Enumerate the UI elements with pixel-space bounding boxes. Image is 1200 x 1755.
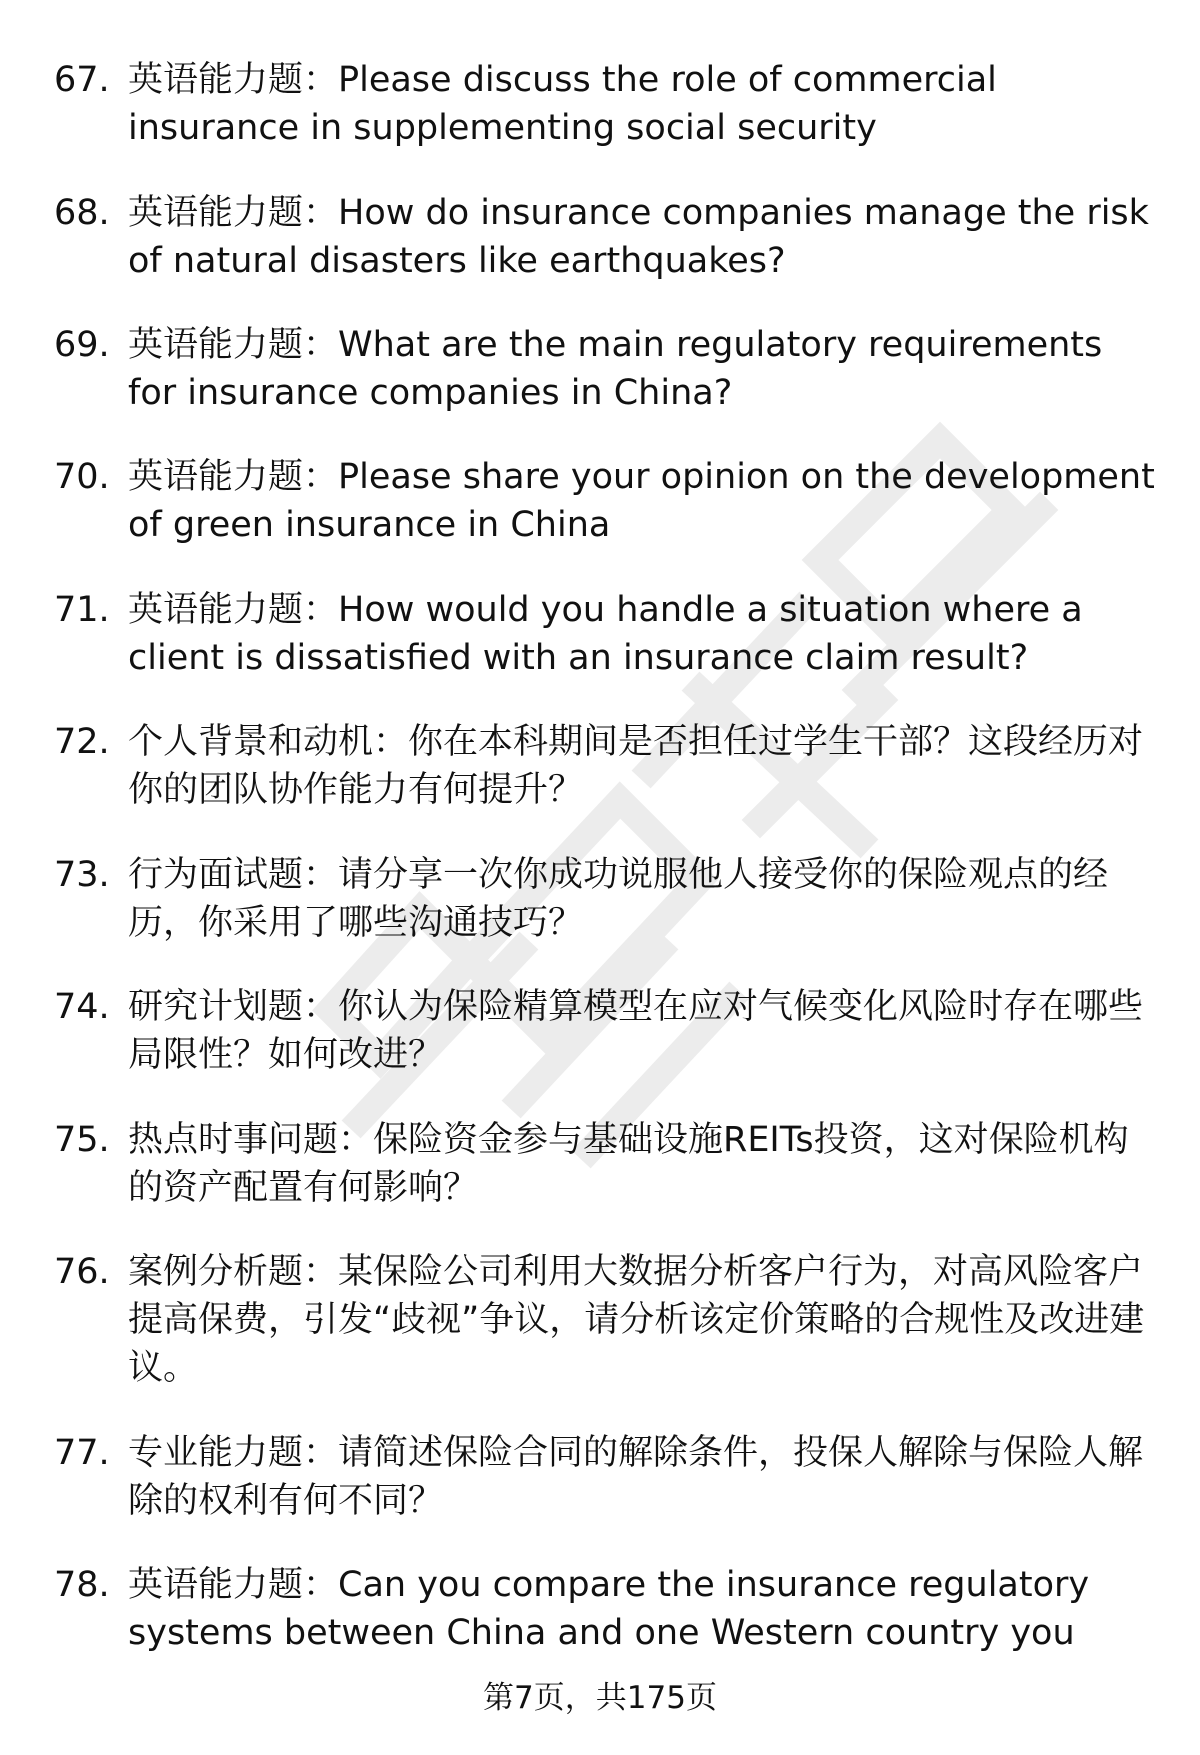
question-number: 71. xyxy=(54,590,110,630)
question-number: 78. xyxy=(54,1565,110,1605)
question-text: 英语能力题：Please share your opinion on the development of green insurance in China xyxy=(128,457,1155,545)
question-number: 73. xyxy=(54,855,110,895)
question-number: 74. xyxy=(54,987,110,1027)
page-indicator: 第7页，共175页 xyxy=(483,1680,717,1716)
question-number: 70. xyxy=(54,457,110,497)
question-text: 行为面试题：请分享一次你成功说服他人接受你的保险观点的经历，你采用了哪些沟通技巧？ xyxy=(128,855,1109,943)
question-text: 英语能力题：Can you compare the insurance regulatory systems between China and one Western country you xyxy=(128,1565,1090,1653)
question-text: 英语能力题：What are the main regulatory requirements for insurance companies in China? xyxy=(128,325,1103,413)
question-number: 67. xyxy=(54,60,110,100)
question-number: 72. xyxy=(54,722,110,762)
question-text: 英语能力题：How would you handle a situation where a client is dissatisfied with an insurance claim result? xyxy=(128,590,1083,678)
question-number: 75. xyxy=(54,1120,110,1160)
question-text: 个人背景和动机：你在本科期间是否担任过学生干部？这段经历对你的团队协作能力有何提升？ xyxy=(128,722,1144,810)
page-footer xyxy=(0,1678,1200,1718)
question-number: 77. xyxy=(54,1433,110,1473)
question-number: 68. xyxy=(54,193,110,233)
question-number: 69. xyxy=(54,325,110,365)
question-text: 英语能力题：How do insurance companies manage the risk of natural disasters like earthquakes? xyxy=(128,193,1149,281)
question-text: 案例分析题：某保险公司利用大数据分析客户行为，对高风险客户提高保费，引发“歧视”争议，请分析该定价策略的合规性及改进建议。 xyxy=(128,1252,1145,1388)
question-number: 76. xyxy=(54,1252,110,1292)
question-text: 英语能力题：Please discuss the role of commercial insurance in supplementing social security xyxy=(128,60,997,148)
question-text: 专业能力题：请简述保险合同的解除条件，投保人解除与保险人解除的权利有何不同？ xyxy=(128,1433,1144,1521)
question-text: 热点时事问题：保险资金参与基础设施REITs投资，这对保险机构的资产配置有何影响？ xyxy=(128,1120,1129,1208)
question-text: 研究计划题：你认为保险精算模型在应对气候变化风险时存在哪些局限性？如何改进？ xyxy=(128,987,1144,1075)
